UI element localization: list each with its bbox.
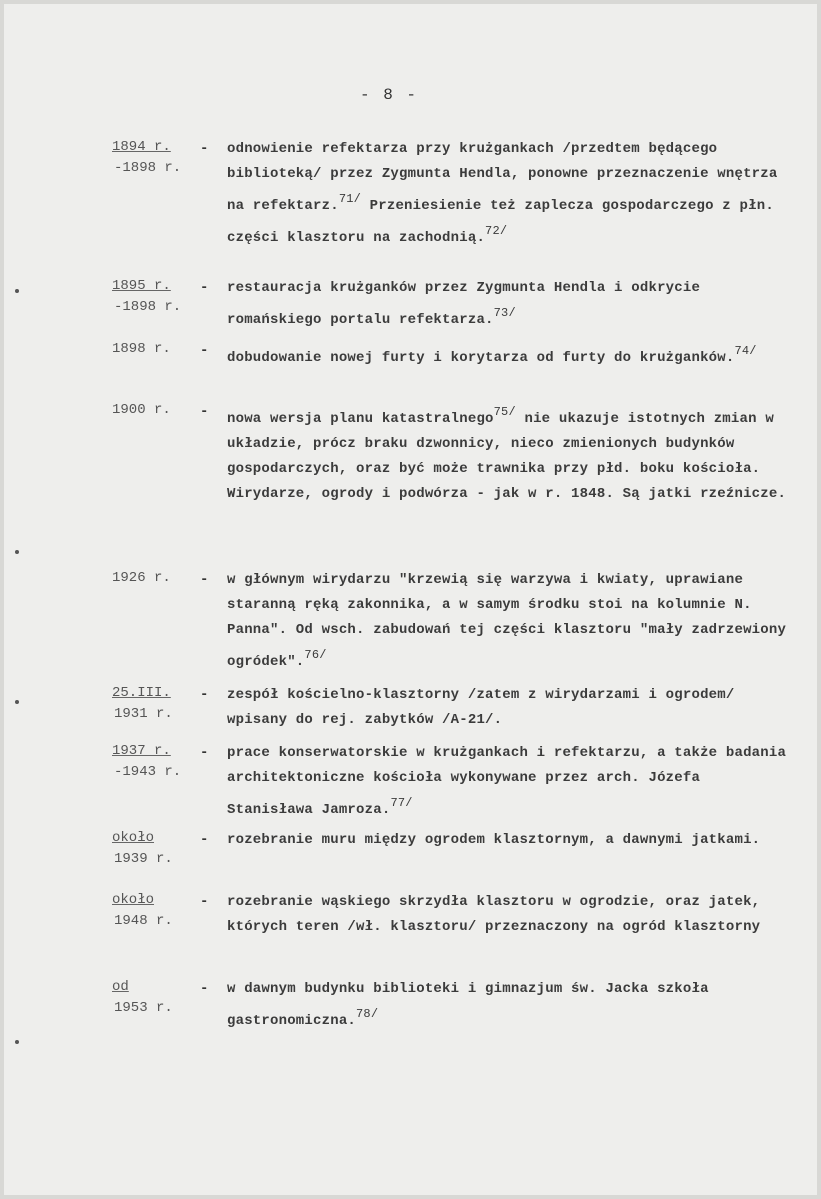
entry-text: w dawnym budynku biblioteki i gimnazjum św. Jacka szkoła gastronomiczna.$^{78/}$ (227, 981, 709, 1029)
entry-text: nowa wersja planu katastralnego$^{75/}$ nie ukazuje istotnych zmian w układzie, prócz braku dzwonnicy, nieco zmienionych budynków gospodarczych, oraz być może trawnika przy płd. boku kościoła. Wirydarze, ogrody i podwórza - jak w r. 1848. Są jatki rzeźnicze. (227, 405, 787, 502)
document-page: - 8 - 1894 r. -1898 r. - odnowienie refektarza przy krużgankach /przedtem będącego biblioteką/ przez Zygmunta Hendla, ponowne przeznaczenie wnętrza na refektarz.$^{71/}$ Przeniesienie też zaplecza gospodarczego z płn. części klasztoru na zachodnią.$^{72/}$ 1895 r. -1898 r. - restauracja krużganków przez Zygmunta Hendla i odkrycie romańskiego portalu refektarza.$^{73/}$ 1898 r. - dobudowanie nowej furty i korytarza od furty do krużganków.$^{74/}$ 1900 r. - nowa wersja planu katastralnego$^{75/}$ nie ukazuje istotnych zmian w układzie, prócz braku dzwonnicy, nieco zmienionych budynków gospodarczych, oraz być może trawnika przy płd. boku kościoła. Wirydarze, ogrody i podwórza - jak w r. 1848. Są jatki rzeźnicze. 1926 r. - w głównym wirydarzu "krzewią się warzywa i kwiaty, uprawiane staranną ręką zakonnika, a w samym środku stoi na kolumnie N. Panna". Od wsch. zabudowań tej części klasztoru "mały zadrzewiony ogródek".$^{76/}$ 25.III. 1931 r. - zespół kościelno-klasztorny /zatem z wirydarzami i ogrodem/ wpisany do rej. zabytków /A-21/. 1937 r. -1943 r. - prace konserwatorskie w krużgankach i refektarzu, a także badania architektoniczne kościoła wykonywane przez arch. Józefa Stanisława Jamroza.$^{77/}$ około 1939 r. - rozebranie muru między ogrodem klasztornym, a dawnymi jatkami. około 1948 r. - rozebranie wąskiego skrzydła klasztoru w ogrodzie, oraz jatek, których teren /wł. klasztoru/ przeznaczony na ogród klasztorny od 1953 r. - w dawnym budynku biblioteki i gimnazjum św. Jacka szkoła gastronomiczna.$^{78/}$ (0, 0, 821, 1199)
entry-date: około 1948 r. (112, 892, 173, 929)
entry-date: 1894 r. -1898 r. (112, 139, 182, 176)
entry-date: 25.III. 1931 r. (112, 685, 173, 722)
margin-mark (15, 289, 19, 293)
entry-text: rozebranie muru między ogrodem klasztornym, a dawnymi jatkami. (227, 832, 761, 848)
entry-text: w głównym wirydarzu "krzewią się warzywa i kwiaty, uprawiane staranną ręką zakonnika, a w samym środku stoi na kolumnie N. Panna". Od wsch. zabudowań tej części klasztoru "mały zadrzewiony ogródek".$^{76/}$ (227, 572, 787, 670)
margin-mark (15, 700, 19, 704)
entry-date: 1926 r. (112, 570, 171, 586)
entry-text: zespół kościelno-klasztorny /zatem z wirydarzami i ogrodem/ wpisany do rej. zabytków /A-21/. (227, 687, 735, 728)
entry-text: dobudowanie nowej furty i korytarza od furty do krużganków.$^{74/}$ (227, 344, 757, 366)
entry-text: prace konserwatorskie w krużgankach i refektarzu, a także badania architektoniczne kościoła wykonywane przez arch. Józefa Stanisława Jamroza.$^{77/}$ (227, 745, 787, 818)
margin-mark (15, 1040, 19, 1044)
entry-text: rozebranie wąskiego skrzydła klasztoru w ogrodzie, oraz jatek, których teren /wł. klasztoru/ przeznaczony na ogród klasztorny (227, 894, 761, 935)
margin-mark (15, 550, 19, 554)
entry-text: restauracja krużganków przez Zygmunta Hendla i odkrycie romańskiego portalu refektarza.$^{73/}$ (227, 280, 701, 328)
entry-date: około 1939 r. (112, 830, 173, 867)
page-number: - 8 - (360, 86, 419, 104)
entry-date: 1898 r. (112, 341, 171, 357)
entry-text: odnowienie refektarza przy krużgankach /przedtem będącego biblioteką/ przez Zygmunta Hendla, ponowne przeznaczenie wnętrza na refektarz.$^{71/}$ Przeniesienie też zaplecza gospodarczego z płn. części klasztoru na zachodnią.$^{72/}$ (227, 141, 778, 246)
entry-date: od 1953 r. (112, 979, 173, 1016)
entry-date: 1895 r. -1898 r. (112, 278, 182, 315)
entry-date: 1937 r. -1943 r. (112, 743, 182, 780)
entry-date: 1900 r. (112, 402, 171, 418)
